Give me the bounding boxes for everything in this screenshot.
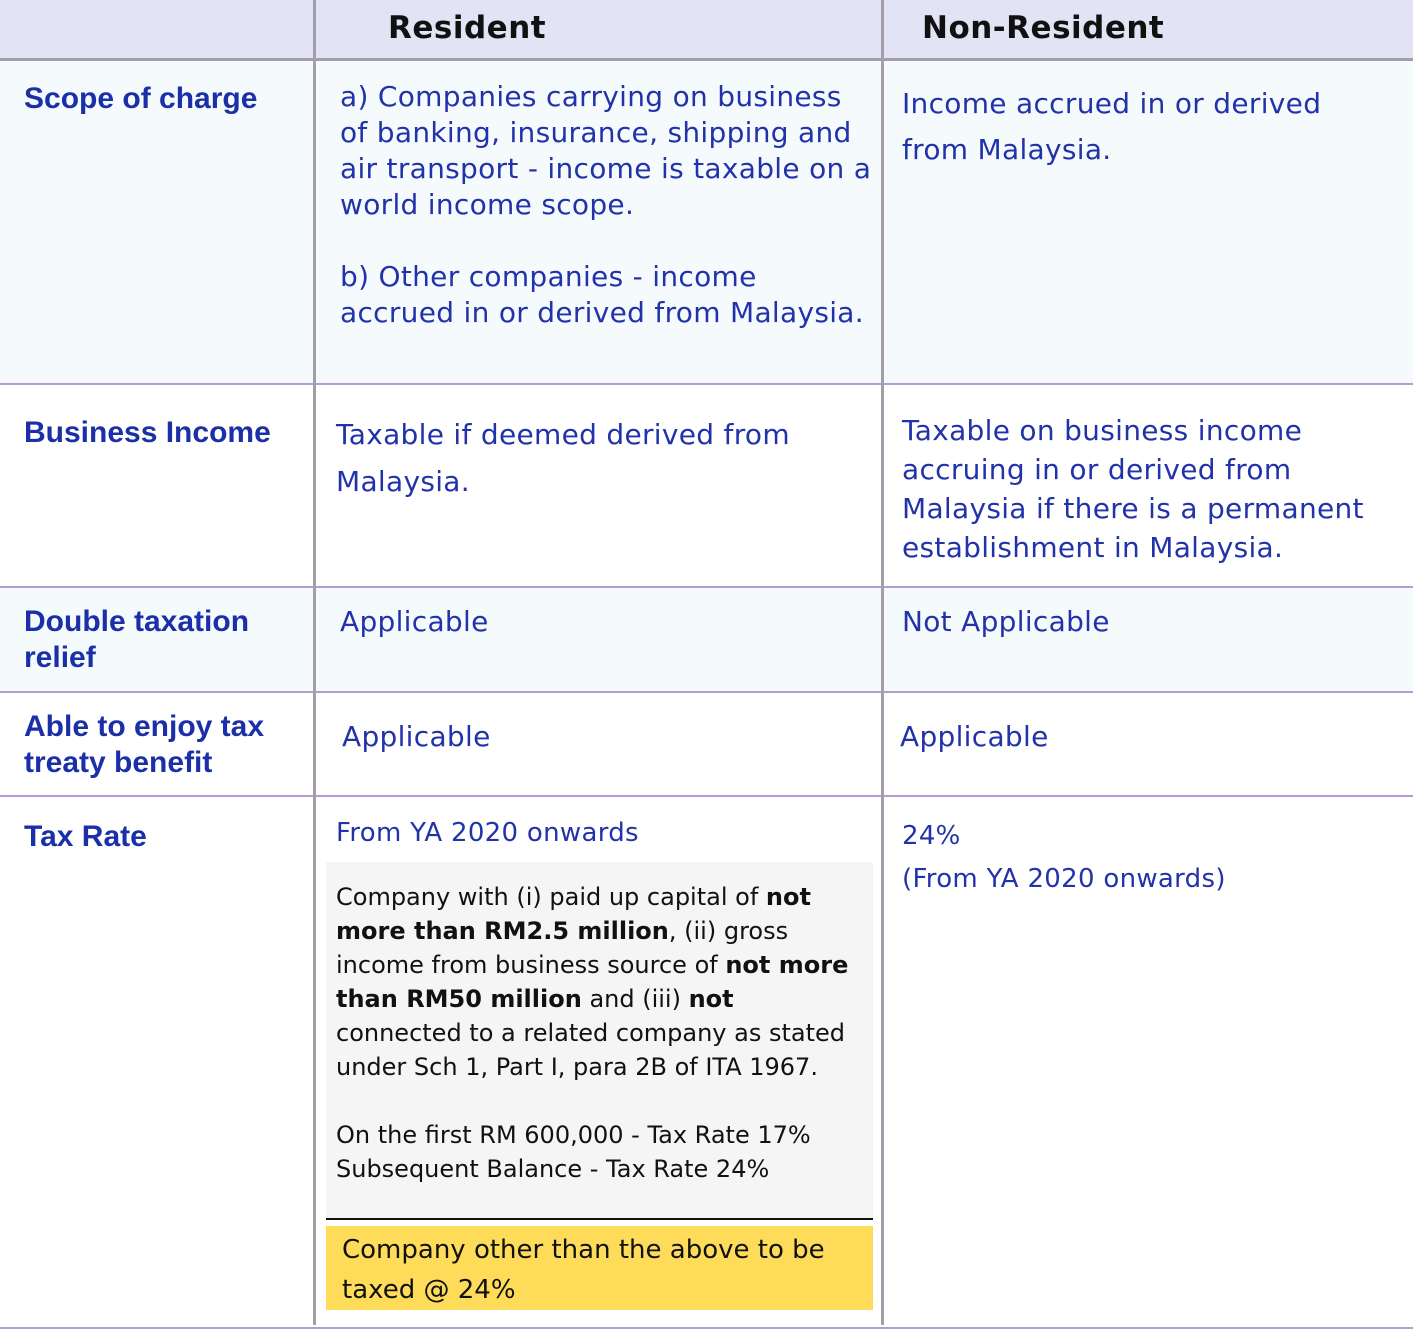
scope-resident-a: a) Companies carrying on business of banking, insurance, shipping and air transport - income is taxable on a world income scope.: [340, 80, 872, 221]
row-label-treaty: Able to enjoy tax treaty benefit: [24, 710, 265, 779]
sme-criteria-box: [326, 862, 873, 1218]
sme-rate-line-2: Subsequent Balance - Tax Rate 24%: [336, 1155, 770, 1183]
treaty-resident-cell: [316, 693, 881, 797]
row-label-cell: [0, 385, 313, 588]
header-resident-cell: [316, 0, 881, 61]
row-label-cell: [0, 693, 313, 797]
business-non-resident-cell: [884, 385, 1413, 588]
double-tax-resident-cell: [316, 588, 881, 693]
treaty-resident: Applicable: [342, 720, 491, 753]
row-label-double-tax: Double taxation relief: [24, 605, 250, 674]
divider: [326, 1218, 873, 1220]
double-tax-non-resident: Not Applicable: [902, 605, 1110, 638]
business-resident: Taxable if deemed derived from Malaysia.: [336, 418, 790, 498]
row-label-cell: [0, 797, 313, 1325]
header-resident: Resident: [388, 10, 547, 46]
header-non-resident: Non-Resident: [922, 10, 1165, 46]
header-non-resident-cell: [884, 0, 1413, 61]
tax-rate-non-resident-rate: 24%: [902, 821, 961, 851]
double-tax-non-resident-cell: [884, 588, 1413, 693]
scope-resident-b: b) Other companies - income accrued in or derived from Malaysia.: [340, 260, 864, 329]
row-label-business: Business Income: [24, 416, 271, 449]
tax-rate-resident-heading: From YA 2020 onwards: [336, 818, 639, 848]
row-label-cell: [0, 588, 313, 693]
other-company-highlight: Company other than the above to be taxed @ 24%: [326, 1226, 873, 1310]
row-label-scope: Scope of charge: [24, 82, 258, 115]
scope-non-resident: Income accrued in or derived from Malaysia.: [902, 87, 1322, 166]
row-label-tax-rate: Tax Rate: [24, 820, 147, 853]
double-tax-resident: Applicable: [340, 605, 489, 638]
scope-non-resident-cell: [884, 61, 1413, 385]
treaty-non-resident: Applicable: [900, 720, 1049, 753]
business-resident-cell: [316, 385, 881, 588]
tax-rate-non-resident-cell: [884, 797, 1413, 1325]
sme-criteria-text: Company with (i) paid up capital of not more than RM2.5 million, (ii) gross income from business source of not more than RM50 million and (iii) not connected to a related company as stated under Sch 1, Part I, para 2B of ITA 1967.: [336, 883, 849, 1081]
header-empty-cell: [0, 0, 313, 61]
table-bottom-border: [0, 1327, 1413, 1329]
business-non-resident: Taxable on business income accruing in or derived from Malaysia if there is a permanent establishment in Malaysia.: [902, 414, 1364, 564]
row-label-cell: [0, 61, 313, 385]
sme-rate-line-1: On the first RM 600,000 - Tax Rate 17%: [336, 1121, 811, 1149]
treaty-non-resident-cell: [884, 693, 1413, 797]
scope-resident-cell: [316, 61, 881, 385]
tax-rate-non-resident-note: (From YA 2020 onwards): [902, 864, 1226, 894]
